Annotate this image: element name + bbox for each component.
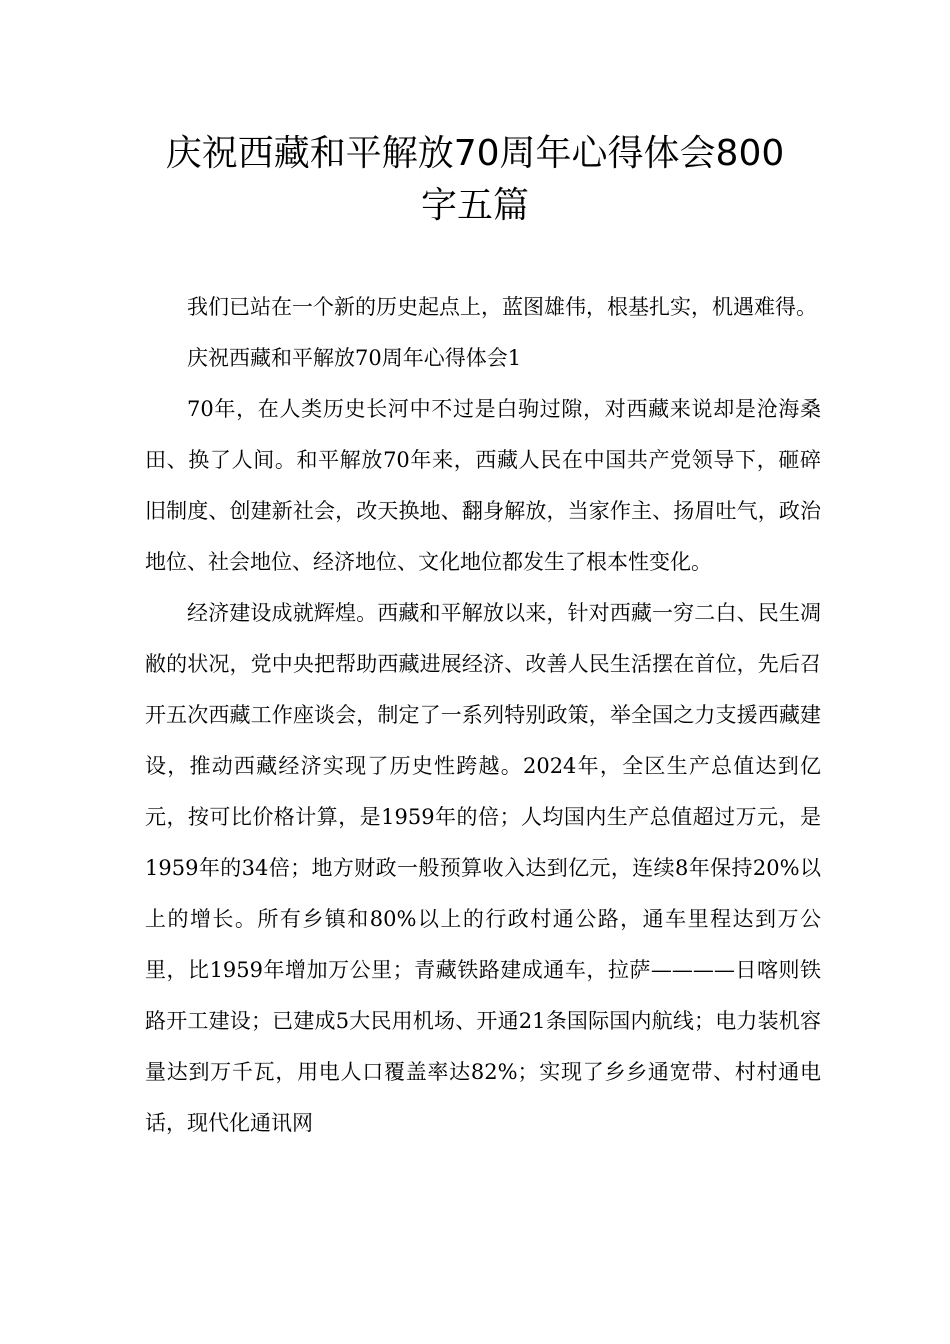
document-body [145, 282, 821, 1149]
document-title [100, 128, 850, 232]
body-paragraph: 经济建设成就辉煌。西藏和平解放以来，针对西藏一穷二白、民生凋敝的状况，党中央把帮助西藏进展经济、改善人民生活摆在首位，先后召开五次西藏工作座谈会，制定了一系列特别政策，举全国之力支援西藏建设，推动西藏经济实现了历史性跨越。2024年，全区生产总值达到亿元，按可比价格计算，是1959年的倍；人均国内生产总值超过万元，是1959年的34倍；地方财政一般预算收入达到亿元，连续8年保持20%以上的增长。所有乡镇和80%以上的行政村通公路，通车里程达到万公里，比1959年增加万公里；青藏铁路建成通车，拉萨————日喀则铁路开工建设；已建成5大民用机场、开通21条国际国内航线；电力装机容量达到万千瓦，用电人口覆盖率达82%；实现了乡乡通宽带、村村通电话，现代化通讯网 [145, 601, 821, 1135]
document-title-line-2: 字五篇 [420, 185, 529, 226]
document-title-line-1: 庆祝西藏和平解放70周年心得体会800 [165, 133, 785, 174]
section-heading: 庆祝西藏和平解放70周年心得体会1 [187, 346, 522, 370]
body-paragraph: 70年，在人类历史长河中不过是白驹过隙，对西藏来说却是沧海桑田、换了人间。和平解放70年来，西藏人民在中国共产党领导下，砸碎旧制度、创建新社会，改天换地、翻身解放，当家作主、扬眉吐气，政治地位、社会地位、经济地位、文化地位都发生了根本性变化。 [145, 397, 821, 574]
intro-paragraph: 我们已站在一个新的历史起点上，蓝图雄伟，根基扎实，机遇难得。 [187, 295, 817, 319]
